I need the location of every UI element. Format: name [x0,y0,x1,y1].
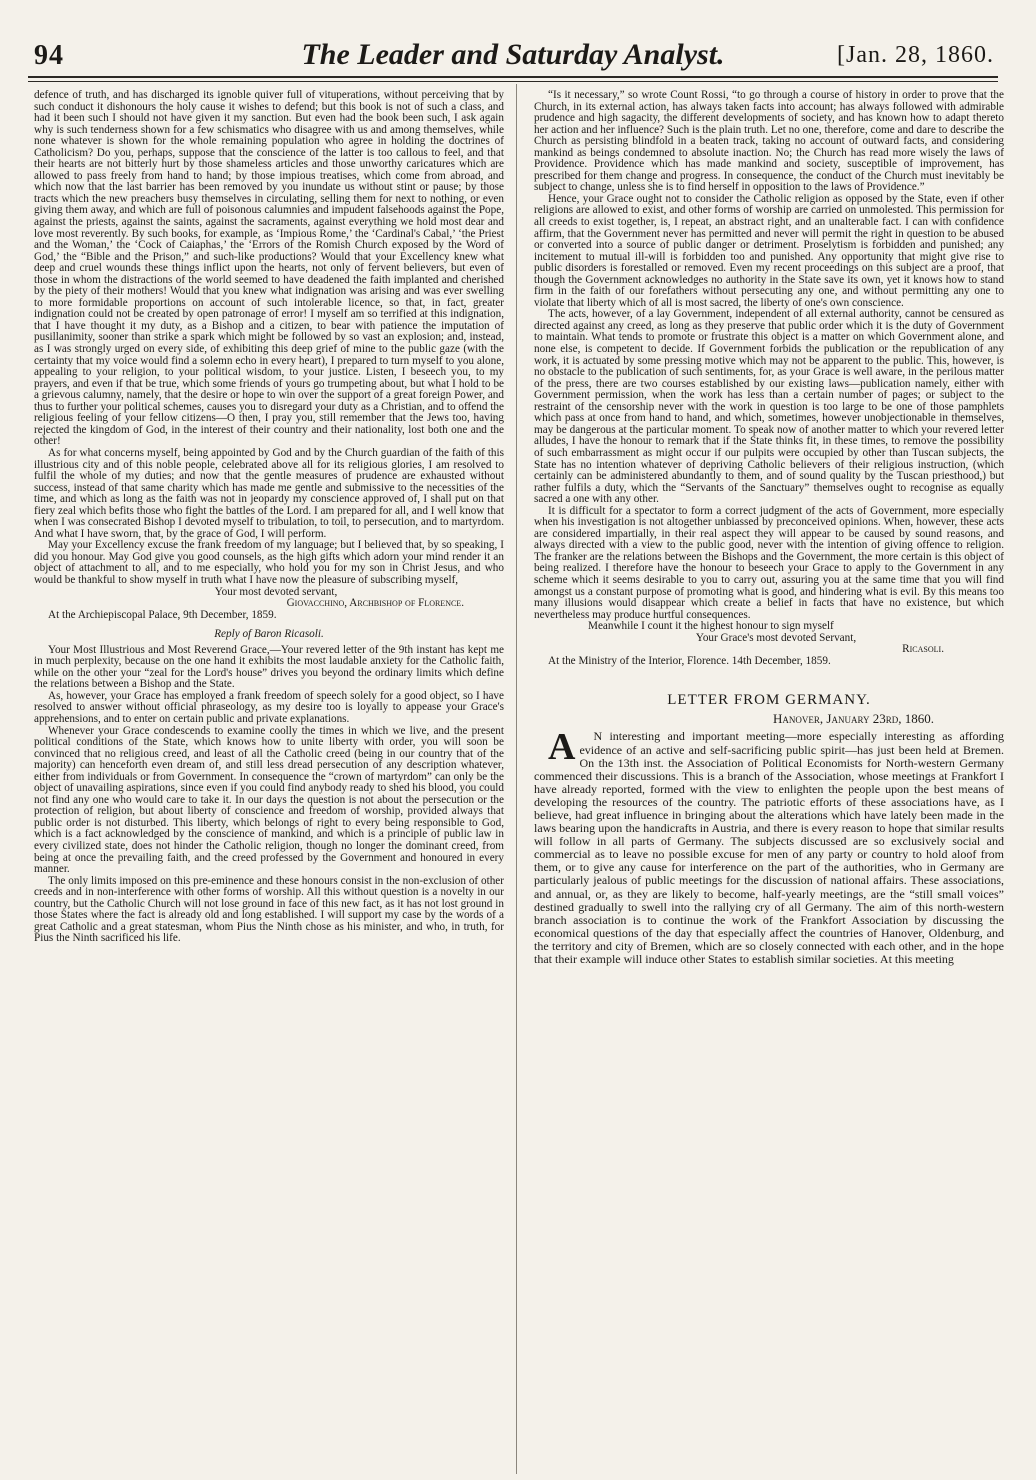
right-column [534,90,1004,966]
letter-from-germany [534,692,1004,967]
signature: Giovacchino, Archbishop of Florence. [286,597,464,610]
column-divider [516,84,517,1474]
closing: Your Grace's most devoted Servant, [695,631,857,644]
publication-title: The Leader and Saturday Analyst. [301,38,725,71]
paragraph: The acts, however, of a lay Government, independent of all external authority, cannot be censured as directed against any creed, as long as they preserve that public order which it is the duty of Government to maintain. What tends to promote or frustrate this object is a matter on which Government alone, and none else, is competent to decide. If Government forbids the publication or the republication of any work, it is actuated by some pressing motive which may not be apparent to the public. This, however, is no obstacle to the publication of such sentiments, for, as your Grace is well aware, in the perilous matter of the press, there are two courses established by our existing laws—publication namely, either with Government permission, when the work has less than a certain number of pages; or subject to the restraint of the censorship never with the work in question is too large to be one of those pamphlets which pass at once from hand to hand, and which, sometimes, however unobjectionable in themselves, may be dangerous at the particular moment. To speak now of another matter to which your revered letter alludes, I have the honour to remark that if the State thinks fit, in these times, to remove the possibility of such embarrassment as might occur if our pulpits were occupied by other than Tuscan subjects, the State has no intention whatever of depriving Catholic believers of their religious instruction, (which certainly can be administered abundantly to them, and of sound quality by the Tuscan priesthood,) but rather fulfils a duty, which the “Servants of the Sanctuary” themselves ought to recognise as equally sacred a one with any other. [534,308,1004,506]
paragraph: As, however, your Grace has employed a frank freedom of speech solely for a good object, so I have resolved to answer without official phraseology, as my desire too is loyally to appease your Grace's apprehensions, and to enter on certain public and private explanations. [34,689,504,725]
section-subheading: Reply of Baron Ricasoli. [214,628,324,641]
header-rule [28,81,998,82]
paragraph: Whenever your Grace condescends to examine coolly the times in which we live, and the present political conditions of the State, which knows how to unite liberty with order, you will soon be convinced that no religious creed, and least of all the Catholic creed (being in our country that of the majority) can henceforth even dream of, and still less dread persecution of any description whatever, either from individuals or from Government. In consequence the “crown of martyrdom” can only be the object of unavailing aspirations, since even if you could find anybody ready to shed his blood, you could not find any one who would care to take it. In our days the question is not about the persecution or the protection of religion, but about liberty of conscience and freedom of worship, provided always that public order is not disturbed. This liberty, which belongs of right to every being responsible to God, which is a fact acknowledged by the conscience of mankind, and which is a principle of public law in every civilized state, does not hinder the Catholic religion, though no longer the dominant creed, from being at once the prevailing faith, and the creed professed by the Government and honoured in every manner. [34,724,504,876]
paragraph: As for what concerns myself, being appointed by God and by the Church guardian of the faith of this illustrious city and of this noble people, celebrated above all for its religious glories, I am resolved to fulfil the whole of my duties; and now that the gentle measures of prudence are exhausted without success, instead of that same charity which has made me gentle and submissive to the necessities of the time, and which as long as the faith was not in jeopardy my conscience approved of, I shall put on that fiery zeal which befits those who fight the battles of the Lord. I am prepared for all, and I well know that when I was consecrated Bishop I devoted myself to tribulation, to toil, to persecution, and to martyrdom. And what I have sworn, that, by the grace of God, I will perform. [34,446,504,540]
article-title: LETTER FROM GERMANY. [667,692,871,709]
paragraph: May your Excellency excuse the frank freedom of my language; but I believed that, by so speaking, I did you honour. May God give you good counsels, as the high gifts which adorn your mind render it an object of attachment to all, and to me especially, who hold you for my son in Christ Jesus, and who would be thankful to show myself in truth what I have now the pleasure of subscribing myself, [34,539,504,586]
signature: Ricasoli. [902,643,944,656]
page-number: 94 [34,40,64,71]
article-text: N interesting and important meeting—more especially interesting as affording evidence of an active and self-sacrificing public spirit—has just been held at Bremen. On the 13th inst. the Association of Political Economists for North-western Germany commenced their discussions. This is a branch of the Association, whose meetings at Frankfort I have already reported, formed with the view to enlighten the people upon the best means of developing the resources of the country. The patriotic efforts of these associations have, as I believe, had great influence in bringing about the alterations which have lately been made in the laws bearing upon the handicrafts in Austria, and there is every reason to hope that similar results will follow in all parts of Germany. The subjects discussed are so exclusively social and commercial as to leave no possible excuse for men of any party or country to hold aloof from them, or to give any cause for interference on the part of the authorities, who in Germany are particularly jealous of public meetings for the discussion of national affairs. These associations, and annual, or, as they are likely to become, half-yearly meetings, are the “still small voices” destined gradually to swell into the rallying cry of all Germany. The aim of this north-western branch association is to continue the work of the Frankfort Association by discussing the economical questions of the day that especially affect the countries of Hanover, Oldenburg, and the territory and city of Bremen, which are so closely connected with each other, and in the hope that their example will induce other States to establish similar societies. At this meeting [534,729,1004,967]
dateline: At the Archiepiscopal Palace, 9th December, 1859. [48,608,277,621]
dateline: At the Ministry of the Interior, Florence. 14th December, 1859. [548,654,831,667]
paragraph: It is difficult for a spectator to form a correct judgment of the acts of Government, more especially when his investigation is not altogether unbiassed by preconceived opinions. When, however, these acts are considered impartially, in their real aspect they will appear to be caused by sound reasons, and always directed with a view to the public good, never with the intention of giving offence to religion. The franker are the relations between the Bishops and the Government, the more certain is this object of being realized. I therefore have the honour to beseech your Grace to apply to the Government in any scheme which it seems desirable to you to carry out, assuring you at the same time that you will find amongst us a constant purpose of promoting what is good, and hindering what is evil. By this means too many illusions would disappear which create a belief in facts that have no existence, but which nevertheless may produce hurtful consequences. [534,504,1004,621]
left-column [34,90,504,945]
article-body [534,726,1004,967]
issue-date: [Jan. 28, 1860. [837,42,994,68]
drop-cap: A [548,726,576,769]
paragraph: “Is it necessary,” so wrote Count Rossi, “to go through a course of history in order to prove that the Church, in its external action, has always taken facts into account; has always followed with admirable prudence and high sagacity, the different developments of society, and has known how to adapt thereto her action and her influence? Such is the plain truth. Let no one, therefore, come and dare to describe the Church as persisting blindfold in a beaten track, taking no account of outward facts, and considering mankind as beings condemned to absolute inaction. No; the Church has read more wisely the laws of Providence. Providence which has made mankind and society, susceptible of improvement, has prescribed for them change and progress. In consequence, the conduct of the Church must inevitably be subject to change, unless she is to find herself in opposition to the laws of Providence.” [534,89,1004,194]
article-dateline: Hanover, January 23rd, 1860. [773,710,934,726]
paragraph: The only limits imposed on this pre-eminence and these honours consist in the non-exclusion of other creeds and in non-interference with other forms of worship. All this without question is a novelty in our country, but the Catholic Church will not lose ground in face of this new fact, as it has not lost ground in those States where the fact is already old and long established. I will support my case by the words of a great Catholic and a great statesman, whom Pius the Ninth chose as his minister, and who, in truth, for Pius the Ninth sacrificed his life. [34,874,504,945]
paragraph: defence of truth, and has discharged its ignoble quiver full of vituperations, without perceiving that by such conduct it dishonours the holy cause it wishes to defend; but this book is not of such a class, and had it been such I should not have given it my sanction. But even had the book been such, I ask again why is such tenderness shown for a few schismatics who disagree with us and among themselves, while none whatever is shown for the whole remaining population who agree in holding the doctrines of Catholicism? Do you, perhaps, suppose that the conscience of the latter is too callous to feel, and that their hearts are not bitterly hurt by those shameless articles and those unworthy caricatures which are allowed to pass freely from hand to hand; by those impious treatises, which come from abroad, and which now that the last barrier has been removed by you inundate us without stint or pause; by those tracts which the new preachers busy themselves in circulating, selling them for next to nothing, or even giving them away, and which are full of poisonous calumnies and impudent falsehoods against the Pope, against the priests, against the saints, against the sacraments, against everything we hold most dear and love most reverently. By such books, for example, as ‘Impious Rome,’ the ‘Cardinal's Cabal,’ ‘the Priest and the Woman,’ the ‘Cock of Caiaphas,’ the ‘Errors of the Romish Church exposed by the Word of God,’ the “Bible and the Prison,” and such-like productions? Would that your Excellency knew what deep and cruel wounds these things inflict upon the hearts, not only of fervent believers, but even of those in whom the distractions of the world seemed to have deadened the faith implanted and cherished by the piety of their mothers! Would that you knew what indignation was arising and was ever swelling to more formidable proportions on account of such intolerable licence, so that, in fact, greater indignation could not be created by open patronage of error! I myself am so terrified at this indignation, that I have thought it my duty, as a Bishop and a citizen, to bear with patience the imputation of pusillanimity, sooner than strike a spark which might be followed by so vast an explosion; and, instead, as I was strongly urged on every side, of exhibiting this deep grief of mine to the public gaze (with the certainty that my voice would find a solemn echo in every heart), I prepared to turn myself to you alone, appealing to your religion, to your political wisdom, to your justice. Listen, I beseech you, to my prayers, and even if that be true, which some friends of yours go trumpeting about, but what I hold to be a grievous calumny, namely, that the desire or hope to win over the support of a great foreign Power, and thus to further your political schemes, causes you to disregard your duty as a Christian, and to offend the religious feeling of your fellow citizens—O then, I pray you, still remember that the Jews too, having rejected the kingdom of God, in the interest of their country and their nationality, lost both one and the other! [34,89,504,448]
closing: Your most devoted servant, [214,585,338,598]
paragraph: Your Most Illustrious and Most Reverend Grace,—Your revered letter of the 9th instant has kept me in much perplexity, because on the one hand it exhibits the most laudable anxiety for the Catholic faith, while on the other your “zeal for the Lord's house” drives you beyond the ordinary limits which define the relations between a Bishop and the State. [34,643,504,691]
page-header [28,38,998,78]
paragraph: Hence, your Grace ought not to consider the Catholic religion as opposed by the State, even if other religions are allowed to exist, and other forms of worship are carried on unmolested. This permission for all creeds to exist together, is, I repeat, an abstract right, and an unalterable fact. I can with confidence affirm, that the Government never has permitted and never will permit the right in question to be abused or converted into a source of public danger or detriment. Proselytism is forbidden and punished; any incitement to mutual ill-will is forbidden too and punished. Any opportunity that might give rise to public disorders is forestalled or removed. Even my recent proceedings on this subject are a proof, that though the Government acknowledges no authority in the State save its own, yet it knows how to stand firm in the faith of our forefathers without persecuting any one, and without permitting any one to violate that liberty which of all is most sacred, the liberty of one's own conscience. [534,192,1004,309]
closing-line: Meanwhile I count it the highest honour to sign myself [588,620,834,633]
